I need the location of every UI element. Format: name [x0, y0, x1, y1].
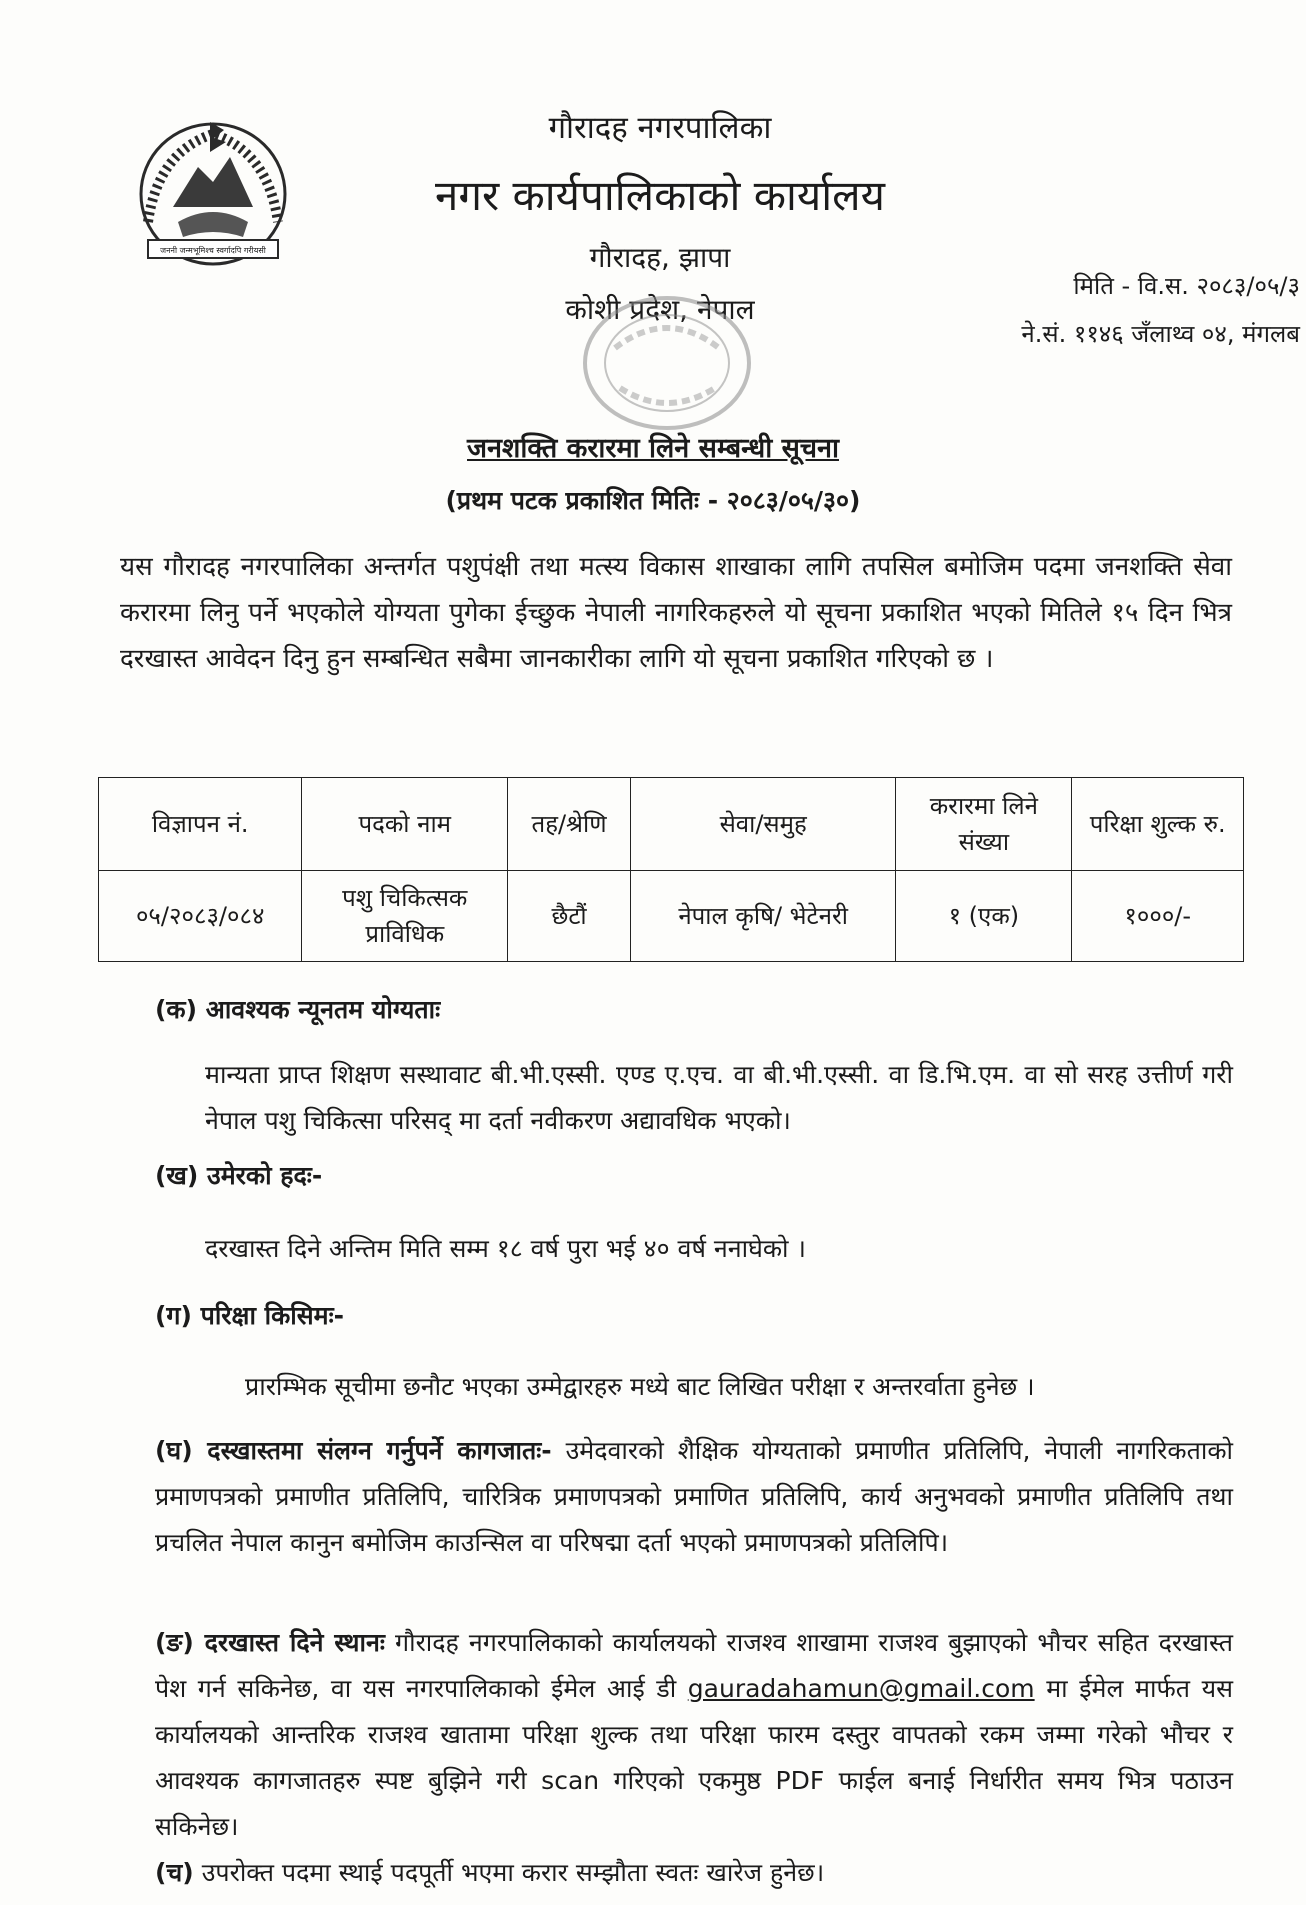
cell-count: १ (एक) — [896, 871, 1072, 962]
office-name: नगर कार्यपालिकाको कार्यालय — [435, 171, 885, 220]
vacancy-table — [98, 777, 1244, 962]
section-gha-label: (घ) दस्खास्तमा संलग्न गर्नुपर्ने कागजातः- — [155, 1436, 552, 1465]
table-row — [99, 871, 1244, 962]
address-line2: कोशी प्रदेश, नेपाल — [565, 293, 755, 326]
email-link[interactable]: gauradahamun@gmail.com — [687, 1674, 1035, 1703]
section-cha — [155, 1850, 1233, 1896]
section-gha — [155, 1428, 1233, 1566]
cell-post: पशु चिकित्सक प्राविधिक — [302, 871, 508, 962]
nepal-emblem-icon — [118, 112, 308, 272]
section-kha-text: दरखास्त दिने अन्तिम मिति सम्म १८ वर्ष पुरा भई ४० वर्ष ननाघेको । — [205, 1234, 806, 1263]
table-header-row — [99, 778, 1244, 871]
municipality-name: गौरादह नगरपालिका — [548, 110, 772, 146]
notice-subtitle: (प्रथम पटक प्रकाशित मितिः - २०८३/०५/३०) — [445, 486, 861, 515]
section-nga — [155, 1620, 1233, 1850]
date-bs: मिति - वि.स. २०८३/०५/३ — [1073, 272, 1300, 300]
date-block — [1021, 262, 1300, 358]
section-cha-label: (च) — [155, 1858, 194, 1887]
address-line1: गौरादह, झापा — [589, 241, 731, 274]
col-header-service: सेवा/समुह — [631, 778, 896, 871]
emblem-motto: जननी जन्मभूमिश्च स्वर्गादपि गरीयसी — [160, 246, 266, 255]
col-header-level: तह/श्रेणि — [508, 778, 631, 871]
section-cha-text: उपरोक्त पदमा स्थाई पदपूर्ती भएमा करार सम्झौता स्वतः खारेज हुनेछ। — [201, 1858, 825, 1887]
intro-paragraph: यस गौरादह नगरपालिका अन्तर्गत पशुपंक्षी तथा मत्स्य विकास शाखाका लागि तपसिल बमोजिम पदमा जनशक्ति सेवा करारमा लिनु पर्ने भएकोले योग्यता पुगेका ईच्छुक नेपाली नागरिकहरुले यो सूचना प्रकाशित भएको मितिले १५ दिन भित्र दरखास्त आवेदन दिनु हुन सम्बन्धित सबैमा जानकारीका लागि यो सूचना प्रकाशित गरिएको छ । — [120, 552, 1232, 674]
section-ga-label: (ग) परिक्षा किसिमः- — [155, 1301, 345, 1330]
cell-level: छैटौं — [508, 871, 631, 962]
section-nga-text-1: गौरादह नगरपालिकाको कार्यालयको राजश्व शाखामा राजश्व बुझाएको भौचर सहित दरखास्त पेश गर्न सकिनेछ, वा यस नगरपालिकाको ईमेल आई डी — [155, 1628, 1233, 1703]
section-nga-label: (ङ) दरखास्त दिने स्थानः — [155, 1628, 385, 1657]
notice-title: जनशक्ति करारमा लिने सम्बन्धी सूचना — [467, 433, 839, 464]
cell-ad-no: ०५/२०८३/०८४ — [99, 871, 302, 962]
col-header-post: पदको नाम — [302, 778, 508, 871]
cell-service: नेपाल कृषि/ भेटेनरी — [631, 871, 896, 962]
section-gha-text: उमेदवारको शैक्षिक योग्यताको प्रमाणीत प्रतिलिपि, नेपाली नागरिकताको प्रमाणपत्रको प्रमाणीत प्रतिलिपि, चारित्रिक प्रमाणपत्रको प्रमाणित प्रतिलिपि, कार्य अनुभवको प्रमाणीत प्रतिलिपि तथा प्रचलित नेपाल कानुन बमोजिम काउन्सिल वा परिषद्मा दर्ता भएको प्रमाणपत्रको प्रतिलिपि। — [155, 1436, 1234, 1557]
col-header-count: करारमा लिने संख्या — [896, 778, 1072, 871]
cell-fee: १०००/- — [1072, 871, 1244, 962]
office-stamp-icon — [575, 288, 760, 438]
section-kha-label: (ख) उमेरको हदः- — [155, 1161, 323, 1190]
section-ka-text: मान्यता प्राप्त शिक्षण सस्थावाट बी.भी.एस्सी. एण्ड ए.एच. वा बी.भी.एस्सी. वा डि.भि.एम. वा सो सरह उत्तीर्ण गरी नेपाल पशु चिकित्सा परिसद् मा दर्ता नवीकरण अद्यावधिक भएको। — [205, 1060, 1233, 1135]
col-header-fee: परिक्षा शुल्क रु. — [1072, 778, 1244, 871]
section-ka-label: (क) आवश्यक न्यूनतम योग्यताः — [155, 995, 441, 1024]
section-ga-text: प्रारम्भिक सूचीमा छनौट भएका उम्मेद्वारहरु मध्ये बाट लिखित परीक्षा र अन्तरर्वाता हुनेछ । — [245, 1372, 1035, 1401]
col-header-ad-no: विज्ञापन नं. — [99, 778, 302, 871]
date-ns: ने.सं. ११४६ जँलाथ्व ०४, मंगलब — [1021, 320, 1300, 348]
section-nga-text-2: मा ईमेल मार्फत यस कार्यालयको आन्तरिक राजश्व खातामा परिक्षा शुल्क तथा परिक्षा फारम दस्तुर वापतको रकम जम्मा गरेको भौचर र आवश्यक कागजातहरु स्पष्ट बुझिने गरी scan गरिएको एकमुष्ठ PDF फाईल बनाई निर्धारीत समय भित्र पठाउन सकिनेछ। — [155, 1674, 1233, 1841]
